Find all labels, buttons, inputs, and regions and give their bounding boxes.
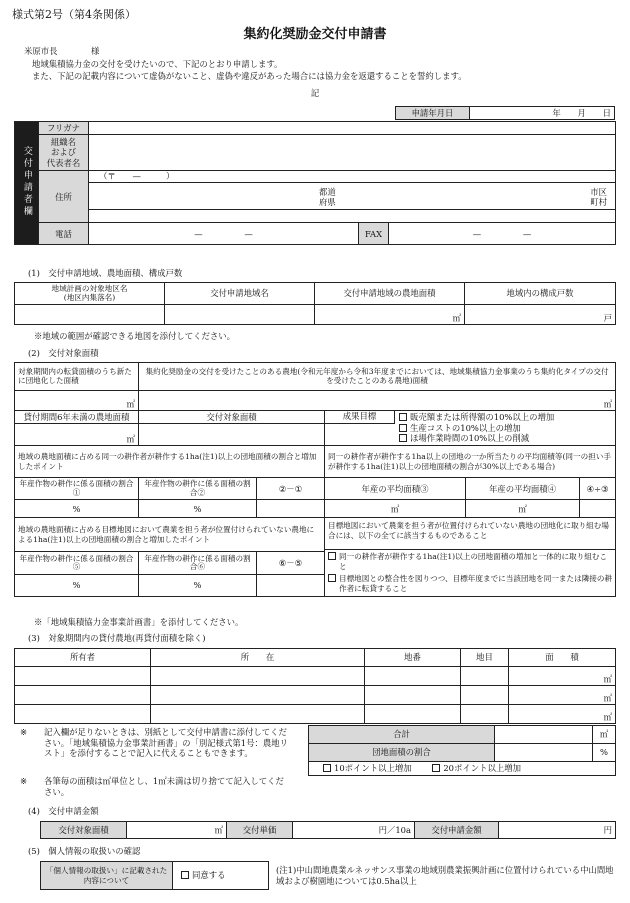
point-4-item-2[interactable] [328,574,612,594]
phone-field[interactable]: — — [89,223,359,245]
goal-option-hours-label: ほ場作業時間の10%以上の削減 [410,433,530,443]
short-lease-area-field[interactable]: ㎡ [15,424,139,446]
note-2-mark: ※ [20,776,28,786]
point-4-item-1[interactable] [328,552,612,572]
ratio-label: 団地面積の割合 [309,744,495,762]
checkbox[interactable] [399,424,407,432]
point-4-item-1-label: 同一の耕作者が耕作する1ha(注1)以上の団地面積の増加と一体的に取り組むこと [339,552,608,571]
section-3-heading: (3) 対象期間内の貸付農地(再貸付面積を除く) [28,633,206,643]
checkbox[interactable] [328,552,336,560]
owner-header: 所有者 [15,649,151,667]
addressee: 米原市長 様 [24,46,100,56]
note-1-mark: ※ [20,727,28,737]
grant-amount-label: 交付申請金額 [415,822,499,839]
total-unit: ㎡ [593,726,616,744]
new-cluster-area-label: 対象期間内の転貸面積のうち新たに団地化した面積 [15,363,139,391]
address-field[interactable] [89,171,616,223]
checkbox[interactable] [399,434,407,442]
ratio-field[interactable] [495,744,593,762]
point-3-value3[interactable] [257,575,325,596]
fax-label: FAX [359,223,389,245]
farmland-area-header: 交付申請地域の農地面積 [315,283,465,305]
prior-grant-area-label: 集約化奨励金の交付を受けたことのある農地(令和元年度から令和3年度までにおいては、地域集積協力金事業のうち集約化タイプの交付を受けたことのある農地)面積 [139,363,616,391]
target-area-label: 交付対象面積 [139,411,325,424]
point-1-text: 地域の農地面積に占める同一の耕作者が耕作する1ha(注1)以上の団地面積の割合と増加したポイント [15,446,325,478]
point-1-value1[interactable]: % [15,500,139,518]
point-1-value3[interactable] [257,500,325,518]
point-3-col2: 年産作物の耕作に係る面積の割合⑥ [139,551,257,574]
fax-field[interactable]: — — [389,223,616,245]
area-header: 面 積 [509,649,616,667]
area-cell[interactable]: ㎡ [509,705,616,724]
section-2-heading: (2) 交付対象面積 [28,348,99,358]
point-2-value1[interactable]: ㎡ [325,500,466,518]
point-1-col1: 年産作物の耕作に係る面積の割合① [15,478,139,500]
point-2-value2[interactable]: ㎡ [466,500,580,518]
point-3-value1[interactable]: % [15,575,139,596]
note-2-text: 各筆毎の面積は㎡単位とし、1㎡未満は切り捨てて記入してください。 [44,776,284,797]
phone-label: 電話 [39,223,89,245]
ratio-unit: % [593,744,616,762]
section-1-note: ※地域の範囲が確認できる地図を添付してください。 [34,331,235,341]
intro-line-2: また、下記の記載内容について虚偽がないこと、虚偽や違反があった場合には協力金を返還することを誓約します。 [32,71,467,81]
point-1-col3: ②－① [257,478,325,500]
point-2-col1: 年産の平均面積③ [325,478,466,500]
point-3-text: 地域の農地面積に占める目標地図において農業を担う者が位置付けられていない農地による1ha(注1)以上の団地面積の割合と増加したポイント [15,518,325,552]
point-3-col3: ⑥－⑤ [257,551,325,574]
privacy-agree-option[interactable] [173,862,269,890]
date-label: 申請年月日 [396,107,470,120]
point-1-value2[interactable]: % [139,500,257,518]
district-name-field[interactable] [15,305,165,325]
footnote: (注1)中山間地農業ルネッサンス事業の地域別農業振興計画に位置付けられている中山間地域および樹園地については0.5ha以上 [276,865,614,886]
increase-20-label: 20ポイント以上増加 [443,763,521,774]
short-lease-area-label: 貸付期間6年未満の農地面積 [15,411,139,424]
applicant-table [14,121,616,245]
furigana-field[interactable] [89,122,616,135]
total-label: 合計 [309,726,495,744]
goal-option-sales-label: 販売額または所得額の10%以上の増加 [410,412,555,422]
unit-price-label: 交付単価 [227,822,293,839]
privacy-agree-label: 同意する [192,870,226,881]
total-field[interactable] [495,726,593,744]
farmland-area-field[interactable]: ㎡ [315,305,465,325]
point-4-text: 目標地図において農業を担う者が位置付けられていない農地の団地化に取り組む場合には、以下の全てに該当するものであること [325,518,615,550]
applicant-side-label: 交付申請者欄 [21,146,32,218]
area-name-field[interactable] [165,305,315,325]
district-name-header: 地域計画の対象地区名 (地区内集落名) [15,283,165,305]
org-name-label: 組織名 および 代表者名 [39,135,89,171]
section-5-heading: (5) 個人情報の取扱いの確認 [28,846,141,856]
goal-label: 成果目標 [325,411,395,424]
increase-10-label: 10ポイント以上増加 [334,763,412,774]
city-suffix: 市区 町村 [590,187,607,208]
increase-10-option[interactable] [323,763,412,773]
prefecture-suffix: 都道 府県 [319,187,336,208]
table-row [15,686,616,705]
section-4-heading: (4) 交付申請金額 [28,806,99,816]
address-label: 住所 [39,171,89,223]
intro-line-1: 地域集積協力金の交付を受けたいので、下記のとおり申請します。 [32,59,283,69]
point-2-value3[interactable] [580,500,616,518]
checkbox[interactable] [399,413,407,421]
section-2-table [14,362,616,597]
point-3-value2[interactable]: % [139,575,257,596]
point-2-col3: ④÷③ [580,478,616,500]
org-name-field[interactable] [89,135,616,171]
new-cluster-area-field[interactable]: ㎡ [15,391,139,411]
point-2-text: 同一の耕作者が耕作する1ha以上の団地の一か所当たりの平均面積等(同一の担い手が耕作する1ha(注1)以上の団地面積の割合が30%以上である場合) [325,446,616,478]
privacy-label: 「個人情報の取扱い」に記載された内容について [41,862,173,890]
unit-price-field[interactable]: 円／10a [293,822,415,839]
table-row [15,705,616,724]
form-title: 集約化奨励金交付申請書 [243,27,387,42]
households-header: 地域内の構成戸数 [465,283,616,305]
grant-amount-field[interactable]: 円 [499,822,616,839]
table-row [15,667,616,686]
checkbox[interactable] [323,764,331,772]
checkbox[interactable] [328,574,336,582]
checkbox[interactable] [432,764,440,772]
households-field[interactable]: 戸 [465,305,616,325]
checkbox[interactable] [181,871,189,879]
section-1-heading: (1) 交付申請地域、農地面積、構成戸数 [28,268,183,278]
privacy-table [40,861,269,890]
section-1-table [14,282,616,325]
area-cell[interactable]: ㎡ [509,686,616,705]
postal-code: （〒 — ） [89,171,615,183]
location-header: 所 在 [151,649,365,667]
point-3-col1: 年産作物の耕作に係る面積の割合⑤ [15,551,139,574]
totals-table [308,725,616,776]
lot-number-header: 地番 [365,649,461,667]
goal-option-cost[interactable] [399,423,554,434]
date-field[interactable]: 年 月 日 [470,107,615,120]
section-2-note: ※「地域集積協力金事業計画書」を添付してください。 [34,617,244,627]
increase-20-option[interactable] [432,763,521,773]
goal-option-cost-label: 生産コストの10%以上の増加 [410,422,521,433]
target-area-field[interactable] [139,424,325,446]
target-area-field-2[interactable]: ㎡ [127,822,227,839]
lease-land-table [14,648,616,724]
grant-amount-table [40,821,616,839]
note-1 [20,727,290,759]
area-name-header: 交付申請地域名 [165,283,315,305]
target-area-label-2: 交付対象面積 [41,822,127,839]
ki-label: 記 [310,88,320,98]
note-1-text: 記入欄が足りないときは、別紙として交付申請書に添付してください。「地域集積協力金事業計画書」の「別記様式第1号：農地リスト」を添付することで記入に代えることもできます。 [44,727,289,758]
point-4-item-2-label: 目標地図との整合性を図りつつ、目標年度までに当該団地を同一または隣接の耕作者に転貸すること [339,573,613,593]
prior-grant-area-field[interactable]: ㎡ [139,391,616,411]
point-1-col2: 年産作物の耕作に係る面積の割合② [139,478,257,500]
area-cell[interactable]: ㎡ [509,667,616,686]
form-number: 様式第2号（第4条関係） [12,8,136,21]
date-table [395,106,615,120]
land-category-header: 地目 [461,649,509,667]
furigana-label: フリガナ [39,122,89,135]
goal-option-sales[interactable] [399,412,554,423]
goal-option-hours[interactable] [399,433,554,444]
note-2 [20,776,290,797]
point-2-col2: 年産の平均面積④ [466,478,580,500]
